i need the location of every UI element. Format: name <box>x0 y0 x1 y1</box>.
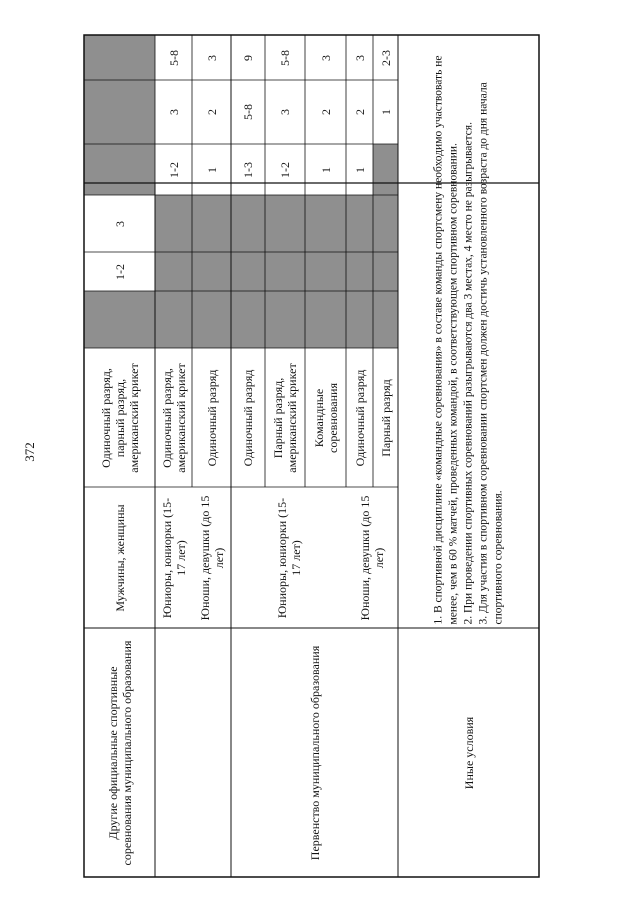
discipline-other-youth: Одиночный разряд <box>204 369 219 466</box>
shaded-cell <box>305 252 346 291</box>
place-cell: 9 <box>241 54 255 61</box>
place-cell: 3 <box>112 220 127 227</box>
discipline-other-main: Одиночный разряд, парный разряд, американский крикет <box>98 362 141 473</box>
shaded-cell <box>231 291 265 348</box>
note-2: 2. При проведении спортивных соревнований разыгрываются два 3 местах, 4 место не разыгрывается. <box>462 121 474 624</box>
place-cell: 1 <box>318 166 333 173</box>
shaded-cell <box>305 195 346 252</box>
place-cell: 2 <box>204 109 219 115</box>
place-cell: 1-2 <box>278 161 292 178</box>
shaded-cell <box>155 195 192 252</box>
shaded-cell <box>305 291 346 348</box>
row-label-other: Другие официальные спортивные соревнования муниципального образования <box>105 640 134 865</box>
shaded-cell <box>265 291 305 348</box>
discipline-champ-juniors-team: Командные соревнования <box>311 382 340 453</box>
note-1: 1. В спортивной дисциплине «командные соревнования» в составе команды спортсмену необходимо участвовать не менее, чем в 60 % матчей, проведенных командой, в соответствующем спортивном соревновании. <box>432 55 459 624</box>
shaded-cell <box>346 252 373 291</box>
group-men-women: Мужчины, женщины <box>112 503 127 612</box>
discipline-champ-juniors-singles: Одиночный разряд <box>241 369 255 466</box>
shaded-cell <box>373 144 398 195</box>
discipline-other-juniors: Одиночный разряд, американский крикет <box>159 362 188 473</box>
place-cell: 1 <box>204 166 219 173</box>
shaded-cell <box>192 252 231 291</box>
row-label-championship: Первенство муниципального образования <box>307 645 322 860</box>
group-youth-other: Юноши, девушки (до 15 лет) <box>197 495 226 620</box>
place-cell: 2 <box>318 109 333 115</box>
place-cell: 1-2 <box>166 161 181 178</box>
shaded-cell <box>373 291 398 348</box>
discipline-champ-juniors-doubles: Парный разряд, американский крикет <box>271 362 299 473</box>
shaded-cell <box>346 195 373 252</box>
discipline-champ-youth-doubles: Парный разряд <box>378 378 393 457</box>
shaded-cell <box>346 291 373 348</box>
place-cell: 5-8 <box>278 49 292 66</box>
place-cell: 2-3 <box>378 49 393 66</box>
place-cell: 1-2 <box>112 263 127 280</box>
shaded-cell <box>265 252 305 291</box>
place-cell: 5-8 <box>166 49 181 66</box>
shaded-cell <box>155 252 192 291</box>
place-cell: 2 <box>352 109 367 115</box>
shaded-cell <box>373 252 398 291</box>
other-conditions-notes <box>398 35 539 628</box>
group-youth-champ: Юноши, девушки (до 15 лет) <box>358 495 386 620</box>
place-cell: 3 <box>278 109 292 115</box>
shaded-cell <box>192 195 231 252</box>
shaded-cell <box>231 195 265 252</box>
place-cell: 1-3 <box>241 161 255 178</box>
shaded-cell <box>84 144 155 195</box>
shaded-cell <box>373 195 398 252</box>
discipline-champ-youth-singles: Одиночный разряд <box>352 369 367 466</box>
shaded-cell <box>265 195 305 252</box>
place-cell: 5-8 <box>241 104 255 120</box>
place-cell: 3 <box>166 109 181 115</box>
place-cell: 1 <box>352 166 367 173</box>
place-cell: 1 <box>378 109 393 115</box>
note-3: 3. Для участия в спортивном соревновании спортсмен должен достичь установленного возраста до дня начала спортивного соревнования. <box>477 81 504 624</box>
place-cell: 3 <box>352 54 367 61</box>
row-label-other-conditions: Иные условия <box>461 716 476 789</box>
shaded-cell <box>84 291 155 348</box>
shaded-cell <box>231 252 265 291</box>
place-cell: 3 <box>318 54 333 61</box>
shaded-cell <box>84 35 155 80</box>
group-juniors-other: Юниоры, юниорки (15-17 лет) <box>159 497 188 618</box>
shaded-cell <box>155 291 192 348</box>
shaded-cell <box>192 291 231 348</box>
group-juniors-champ: Юниоры, юниорки (15-17 лет) <box>274 497 303 618</box>
place-cell: 3 <box>204 54 219 61</box>
shaded-cell <box>84 80 155 144</box>
